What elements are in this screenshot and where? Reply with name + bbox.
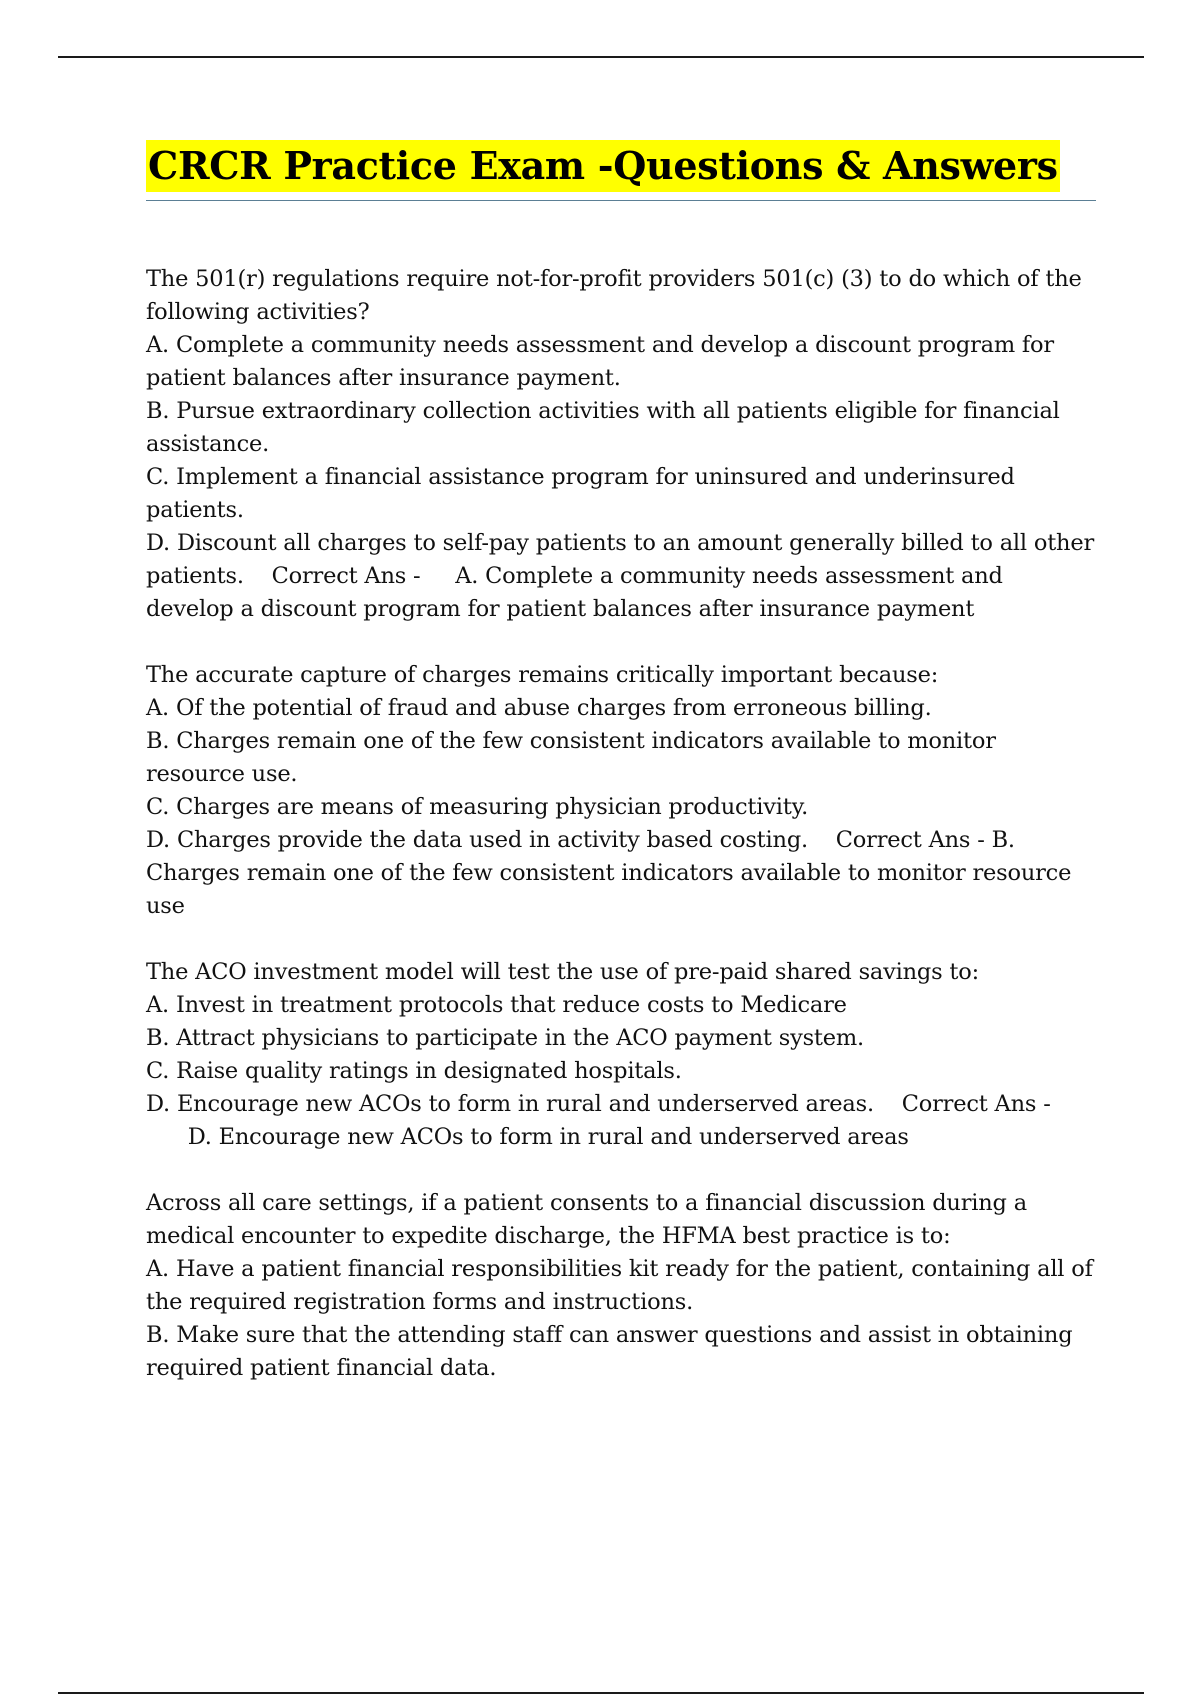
option-d-with-answer <box>146 527 1096 626</box>
option-a: A. Have a patient financial responsibilities kit ready for the patient, containing all of the required registration forms and instructions. <box>146 1256 1093 1315</box>
option-a: A. Invest in treatment protocols that reduce costs to Medicare <box>146 992 847 1018</box>
correct-answer-label: Correct Ans - <box>901 1091 1051 1117</box>
option-d: D. Discount all charges to self-pay patients to an amount generally billed to all other patients. <box>146 530 1095 589</box>
question-4 <box>146 1187 1096 1385</box>
option-d: D. Encourage new ACOs to form in rural and underserved areas. <box>146 1091 874 1117</box>
title-block <box>146 140 1096 201</box>
correct-answer-label: Correct Ans - <box>271 563 421 589</box>
option-a: A. Of the potential of fraud and abuse charges from erroneous billing. <box>146 695 932 721</box>
correct-answer: B. Charges remain one of the few consistent indicators available to monitor resource use <box>146 827 1072 919</box>
option-c: C. Implement a financial assistance program for uninsured and underinsured patients. <box>146 464 1015 523</box>
bottom-page-rule <box>58 1692 1144 1694</box>
document-body <box>146 140 1096 1418</box>
correct-answer-label: Correct Ans - <box>835 827 985 853</box>
option-d-with-answer <box>146 1088 1096 1154</box>
question-3 <box>146 956 1096 1154</box>
option-a: A. Complete a community needs assessment and develop a discount program for patient balances after insurance payment. <box>146 332 1054 391</box>
correct-answer: D. Encourage new ACOs to form in rural and underserved areas <box>187 1124 909 1150</box>
option-d-with-answer <box>146 824 1096 923</box>
option-b: B. Attract physicians to participate in the ACO payment system. <box>146 1025 864 1051</box>
question-2 <box>146 659 1096 923</box>
option-d: D. Charges provide the data used in activity based costing. <box>146 827 808 853</box>
option-c: C. Raise quality ratings in designated hospitals. <box>146 1058 682 1084</box>
correct-answer: A. Complete a community needs assessment and develop a discount program for patient balances after insurance payment <box>146 563 1003 622</box>
option-c: C. Charges are means of measuring physician productivity. <box>146 794 809 820</box>
document-title: CRCR Practice Exam -Questions & Answers <box>146 140 1060 192</box>
question-stem: The ACO investment model will test the use of pre-paid shared savings to: <box>146 959 979 985</box>
question-stem: Across all care settings, if a patient consents to a financial discussion during a medical encounter to expedite discharge, the HFMA best practice is to: <box>146 1190 1027 1249</box>
option-b: B. Charges remain one of the few consistent indicators available to monitor resource use. <box>146 728 996 787</box>
question-stem: The 501(r) regulations require not-for-profit providers 501(c) (3) to do which of the following activities? <box>146 266 1082 325</box>
top-page-rule <box>58 56 1144 58</box>
question-1 <box>146 263 1096 626</box>
option-b: B. Pursue extraordinary collection activities with all patients eligible for financial assistance. <box>146 398 1060 457</box>
option-b: B. Make sure that the attending staff can answer questions and assist in obtaining required patient financial data. <box>146 1322 1073 1381</box>
question-stem: The accurate capture of charges remains critically important because: <box>146 662 939 688</box>
